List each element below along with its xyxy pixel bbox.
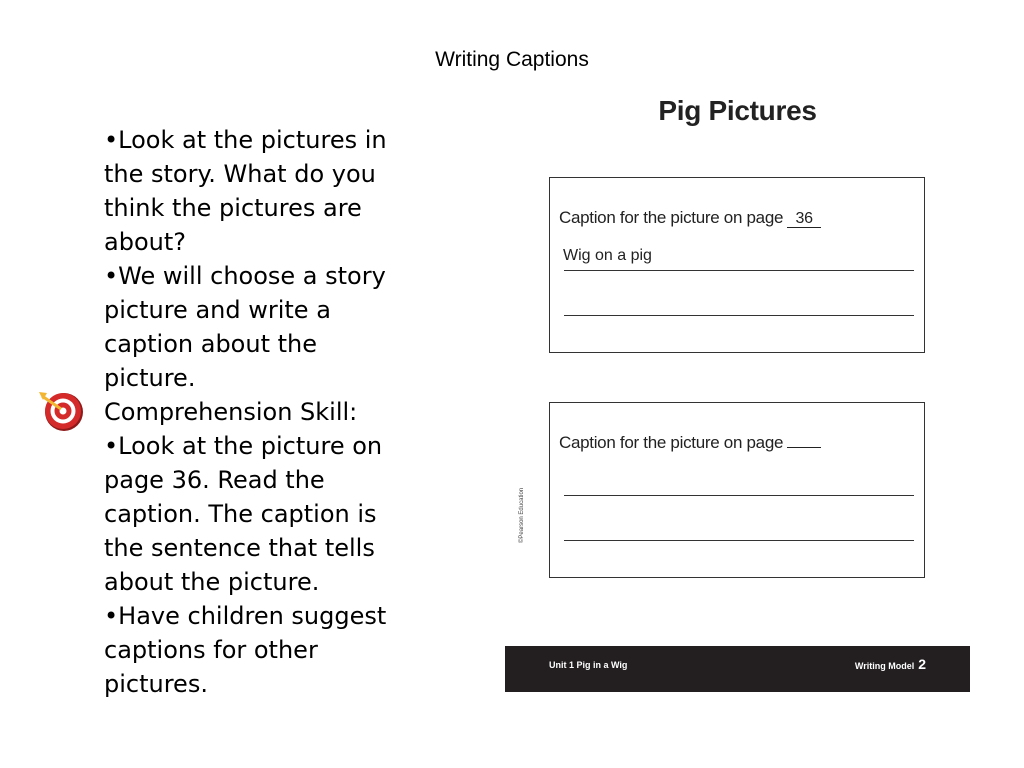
bullet-line: think the pictures are [104,194,362,222]
bullet-line: the sentence that tells [104,534,375,562]
bullet-line: pictures. [104,670,208,698]
copyright-note: ©Pearson Education [519,487,525,543]
bullet-line: •Look at the pictures in [104,126,387,154]
writing-line [564,315,914,316]
writing-line [564,270,914,271]
page-number-blank: 36 [787,211,821,228]
bullet-line: picture and write a [104,296,331,324]
bullet-line: caption about the [104,330,317,358]
worksheet-title: Pig Pictures [658,95,817,126]
bullet-line: page 36. Read the [104,466,325,494]
slide-title: Writing Captions [435,48,589,71]
bullet-line: about the picture. [104,568,320,596]
bullet-line: caption. The caption is [104,500,377,528]
caption-box [549,177,925,353]
bullet-text [104,123,434,701]
worksheet [505,95,970,692]
bullet-line: about? [104,228,186,256]
footer-model-label [855,656,926,672]
caption-prompt [559,208,821,228]
footer-bar [505,646,970,692]
bullet-line: •We will choose a story [104,262,386,290]
caption-box [549,402,925,578]
bullet-line: picture. [104,364,196,392]
bullet-line: captions for other [104,636,318,664]
footer-model-number: 2 [918,656,926,672]
caption-answer: Wig on a pig [563,247,652,264]
bullet-line: •Look at the picture on [104,432,383,460]
caption-prompt-label: Caption for the picture on page [559,208,784,227]
footer-unit-label: Unit 1 Pig in a Wig [549,660,628,670]
writing-line [564,495,914,496]
writing-line [564,540,914,541]
bullet-line: the story. What do you [104,160,376,188]
bullet-line: •Have children suggest [104,602,387,630]
footer-model-text: Writing Model [854,661,915,671]
page-number-blank [787,447,821,448]
caption-prompt [559,433,821,453]
bullet-line: Comprehension Skill: [104,398,358,426]
caption-prompt-label: Caption for the picture on page [559,433,784,452]
target-icon [38,390,86,434]
